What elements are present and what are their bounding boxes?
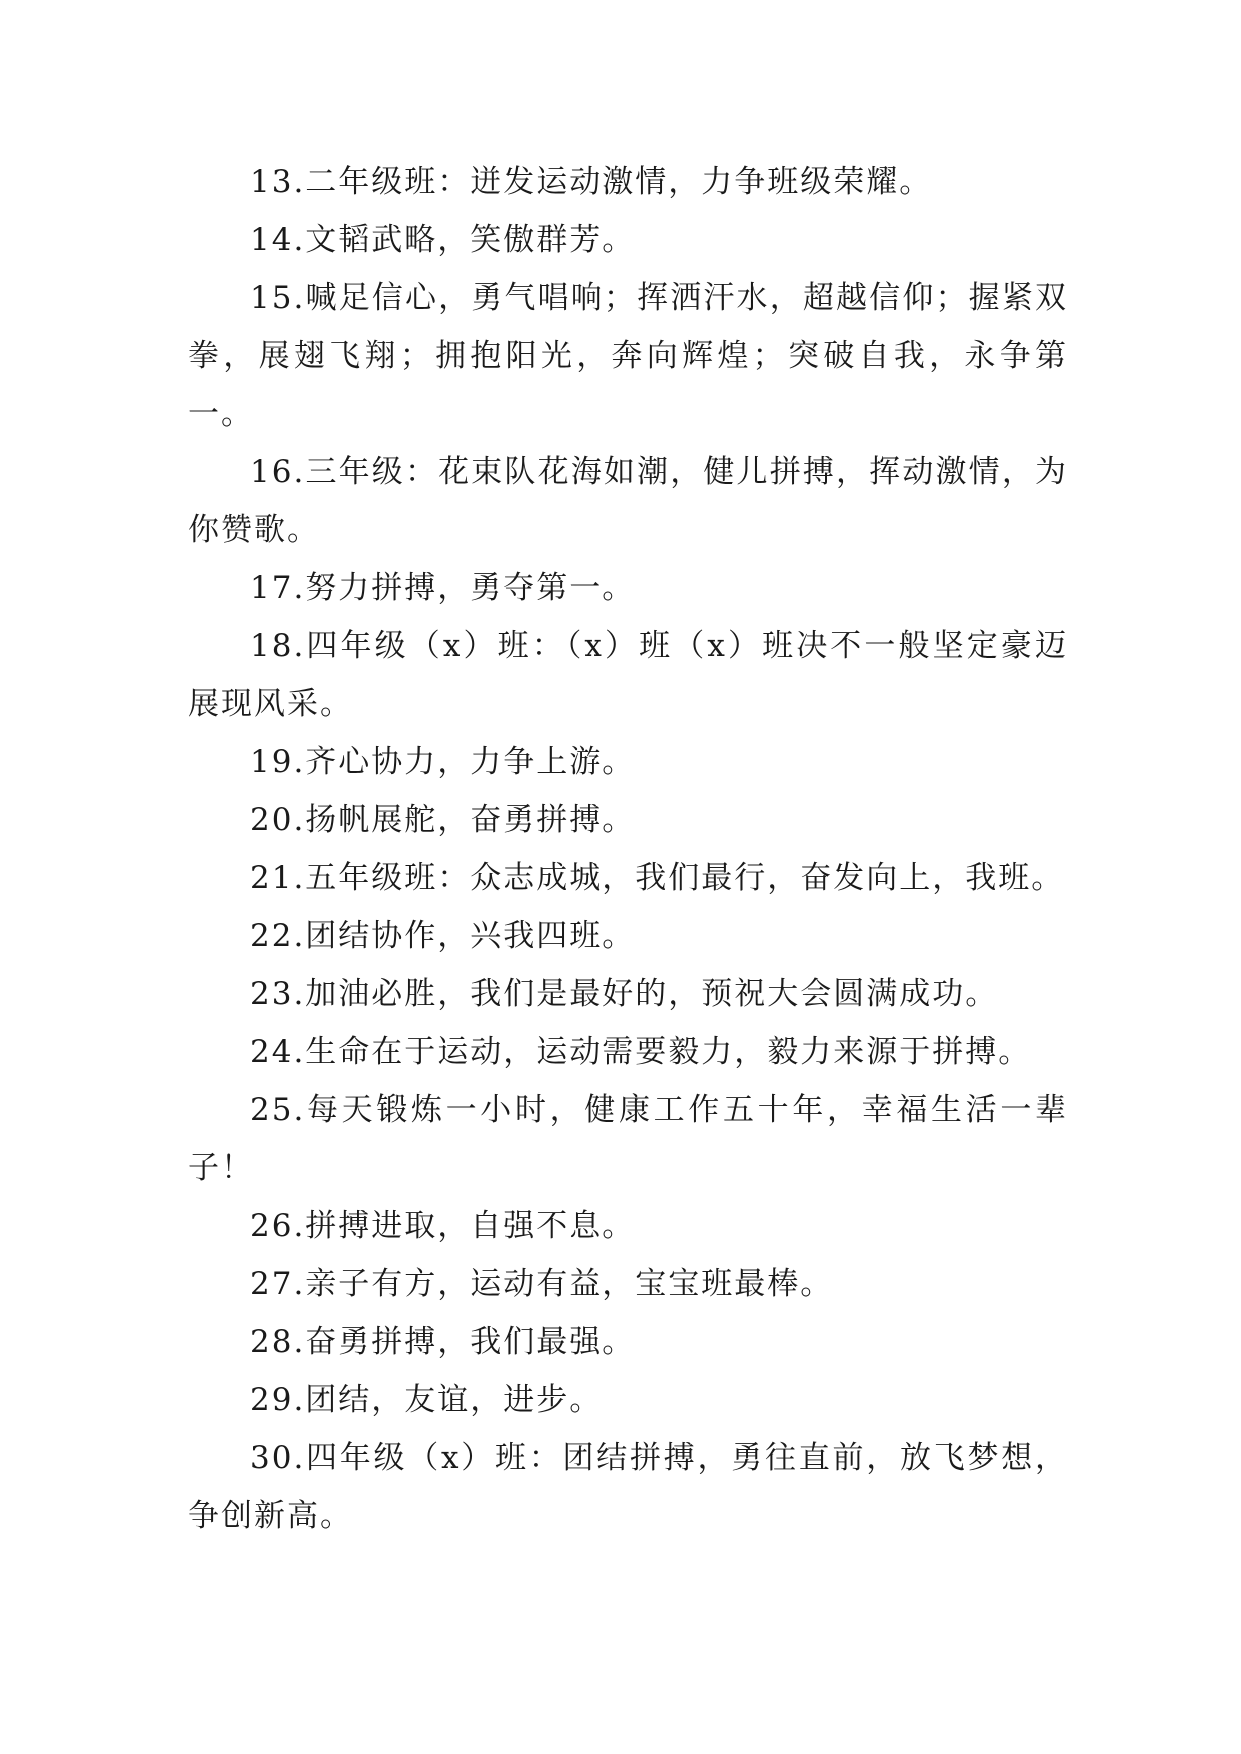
slogan-item-27: 27.亲子有方，运动有益，宝宝班最棒。 [250, 1266, 834, 1302]
slogan-item-13: 13.二年级班：迸发运动激情，力争班级荣耀。 [250, 164, 933, 200]
slogan-item-29: 29.团结，友谊，进步。 [250, 1382, 603, 1418]
slogan-item-26: 26.拼搏进取，自强不息。 [250, 1208, 636, 1244]
slogan-item-15: 15.喊足信心，勇气唱响；挥洒汗水，超越信仰；握紧双拳，展翅飞翔；拥抱阳光，奔向辉煌；突破自我，永争第一。 [188, 280, 1068, 432]
slogan-item-18: 18.四年级（x）班：（x）班（x）班决不一般坚定豪迈展现风采。 [188, 628, 1068, 722]
slogan-item-19: 19.齐心协力，力争上游。 [250, 744, 636, 780]
slogan-list [188, 153, 1068, 1545]
slogan-item-25: 25.每天锻炼一小时，健康工作五十年，幸福生活一辈子！ [188, 1092, 1068, 1186]
slogan-item-30: 30.四年级（x）班：团结拼搏，勇往直前，放飞梦想，争创新高。 [188, 1440, 1068, 1534]
slogan-item-17: 17.努力拼搏，勇夺第一。 [250, 570, 636, 606]
slogan-item-24: 24.生命在于运动，运动需要毅力，毅力来源于拼搏。 [250, 1034, 1032, 1070]
slogan-item-16: 16.三年级：花束队花海如潮，健儿拼搏，挥动激情，为你赞歌。 [188, 454, 1068, 548]
slogan-item-28: 28.奋勇拼搏，我们最强。 [250, 1324, 636, 1360]
slogan-item-20: 20.扬帆展舵，奋勇拼搏。 [250, 802, 636, 838]
slogan-item-21: 21.五年级班：众志成城，我们最行，奋发向上，我班。 [250, 860, 1065, 896]
slogan-item-22: 22.团结协作，兴我四班。 [250, 918, 636, 954]
slogan-item-23: 23.加油必胜，我们是最好的，预祝大会圆满成功。 [250, 976, 999, 1012]
slogan-item-14: 14.文韬武略，笑傲群芳。 [250, 222, 636, 258]
